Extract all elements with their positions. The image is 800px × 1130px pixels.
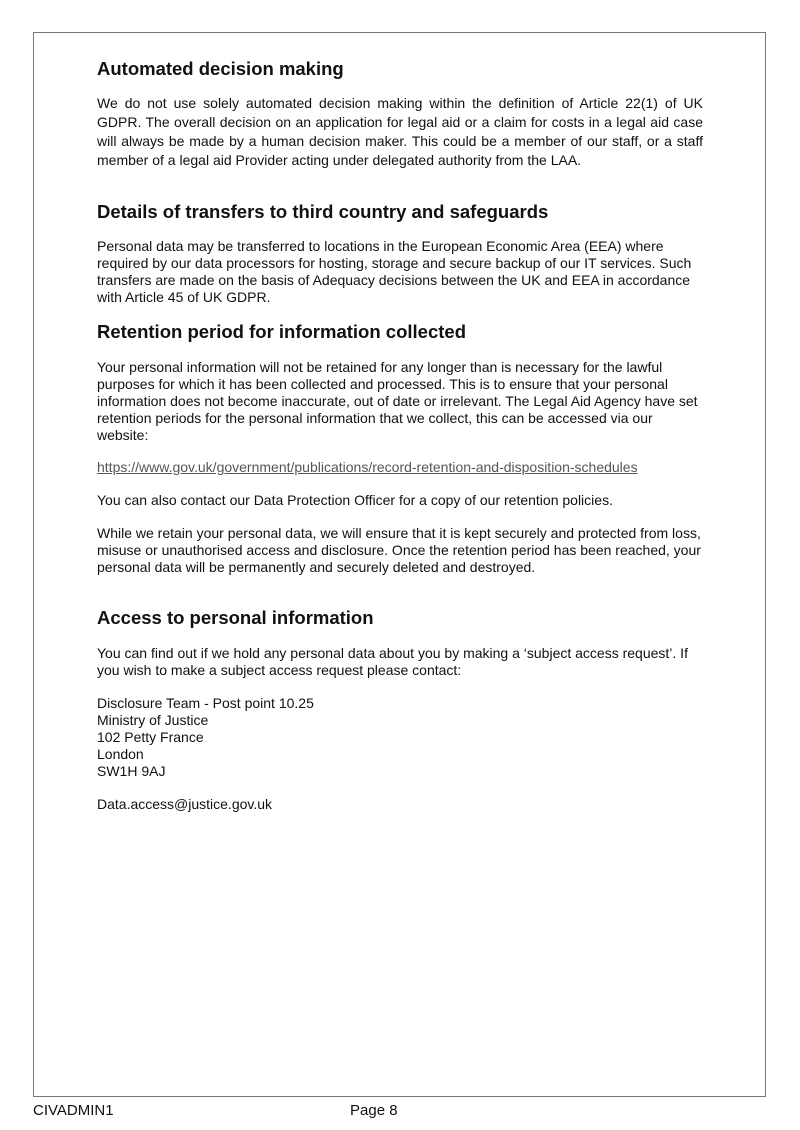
- heading-retention: Retention period for information collected: [97, 321, 466, 342]
- paragraph-transfers: Personal data may be transferred to locations in the European Economic Area (EEA) where required by our data processors for hosting, storage and secure backup of our IT services. Such transfers are made on the basis of Adequacy decisions between the UK and EEA in accordance with Article 45 of UK GDPR.: [97, 238, 692, 305]
- paragraph-retention-security: While we retain your personal data, we will ensure that it is kept securely and protected from loss, misuse or unauthorised access and disclosure. Once the retention period has been reached, your personal data will be permanently and securely deleted and destroyed.: [97, 525, 701, 575]
- heading-access: Access to personal information: [97, 607, 374, 628]
- heading-automated-decision: Automated decision making: [97, 58, 344, 79]
- contact-email: Data.access@justice.gov.uk: [97, 796, 273, 812]
- paragraph-retention-intro: Your personal information will not be retained for any longer than is necessary for the lawful purposes for which it has been collected and processed. This is to ensure that your personal information does not become inaccurate, out of date or irrelevant. The Legal Aid Agency have set retention periods for the personal information that we collect, this can be accessed via our website:: [97, 359, 698, 443]
- postal-address: [97, 695, 703, 780]
- paragraph-automated-decision: We do not use solely automated decision making within the definition of Article 22(1) of UK GDPR. The overall decision on an application for legal aid or a claim for costs in a legal aid case will always be made by a human decision maker. This could be a member of our staff, or a staff member of a legal aid Provider acting under delegated authority from the LAA.: [97, 95, 703, 168]
- page-number: Page 8: [350, 1102, 398, 1119]
- form-code: CIVADMIN1: [33, 1102, 114, 1119]
- address-line: London: [97, 746, 144, 762]
- address-line: SW1H 9AJ: [97, 763, 166, 779]
- retention-schedule-link[interactable]: https://www.gov.uk/government/publications/record-retention-and-disposition-schedules: [97, 459, 638, 475]
- address-line: Disclosure Team - Post point 10.25: [97, 695, 314, 711]
- paragraph-access: You can find out if we hold any personal data about you by making a ‘subject access request’. If you wish to make a subject access request please contact:: [97, 645, 688, 678]
- paragraph-retention-dpo: You can also contact our Data Protection Officer for a copy of our retention policies.: [97, 492, 613, 508]
- document-body: [97, 58, 703, 813]
- address-line: 102 Petty France: [97, 729, 204, 745]
- heading-transfers: Details of transfers to third country and safeguards: [97, 201, 549, 222]
- address-line: Ministry of Justice: [97, 712, 209, 728]
